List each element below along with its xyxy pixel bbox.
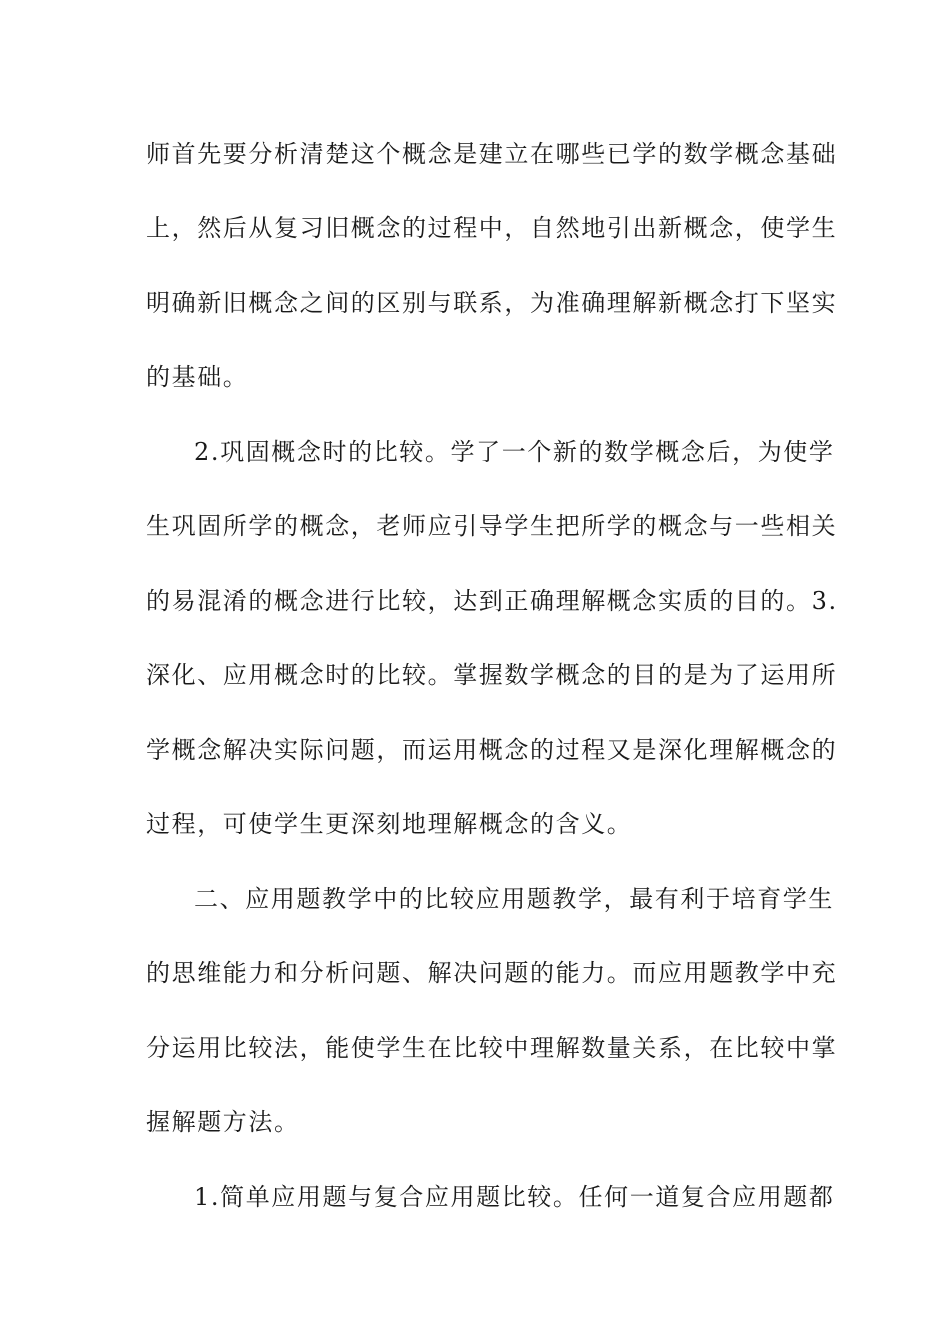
text-line: 过程，可使学生更深刻地理解概念的含义。 xyxy=(146,810,633,838)
paragraph-first-line: 1.简单应用题与复合应用题比较。任何一道复合应用题都 xyxy=(194,1183,835,1211)
text-line: 的基础。 xyxy=(146,363,249,391)
text-line: 的思维能力和分析问题、解决问题的能力。而应用题教学中充 xyxy=(146,959,838,987)
text-line: 学概念解决实际问题，而运用概念的过程又是深化理解概念的 xyxy=(146,736,838,764)
text-line: 师首先要分析清楚这个概念是建立在哪些已学的数学概念基础 xyxy=(146,140,838,168)
text-line: 上，然后从复习旧概念的过程中，自然地引出新概念，使学生 xyxy=(146,214,838,242)
paragraph-first-line: 2.巩固概念时的比较。学了一个新的数学概念后，为使学 xyxy=(194,438,835,466)
text-line: 明确新旧概念之间的区别与联系，为准确理解新概念打下坚实 xyxy=(146,289,838,317)
text-line: 握解题方法。 xyxy=(146,1108,300,1136)
text-line: 生巩固所学的概念，老师应引导学生把所学的概念与一些相关 xyxy=(146,512,838,540)
paragraph-first-line: 二、应用题教学中的比较应用题教学，最有利于培育学生 xyxy=(194,885,834,913)
text-line: 深化、应用概念时的比较。掌握数学概念的目的是为了运用所 xyxy=(146,661,838,689)
text-line: 分运用比较法，能使学生在比较中理解数量关系，在比较中掌 xyxy=(146,1034,838,1062)
text-line: 的易混淆的概念进行比较，达到正确理解概念实质的目的。3. xyxy=(146,587,838,615)
